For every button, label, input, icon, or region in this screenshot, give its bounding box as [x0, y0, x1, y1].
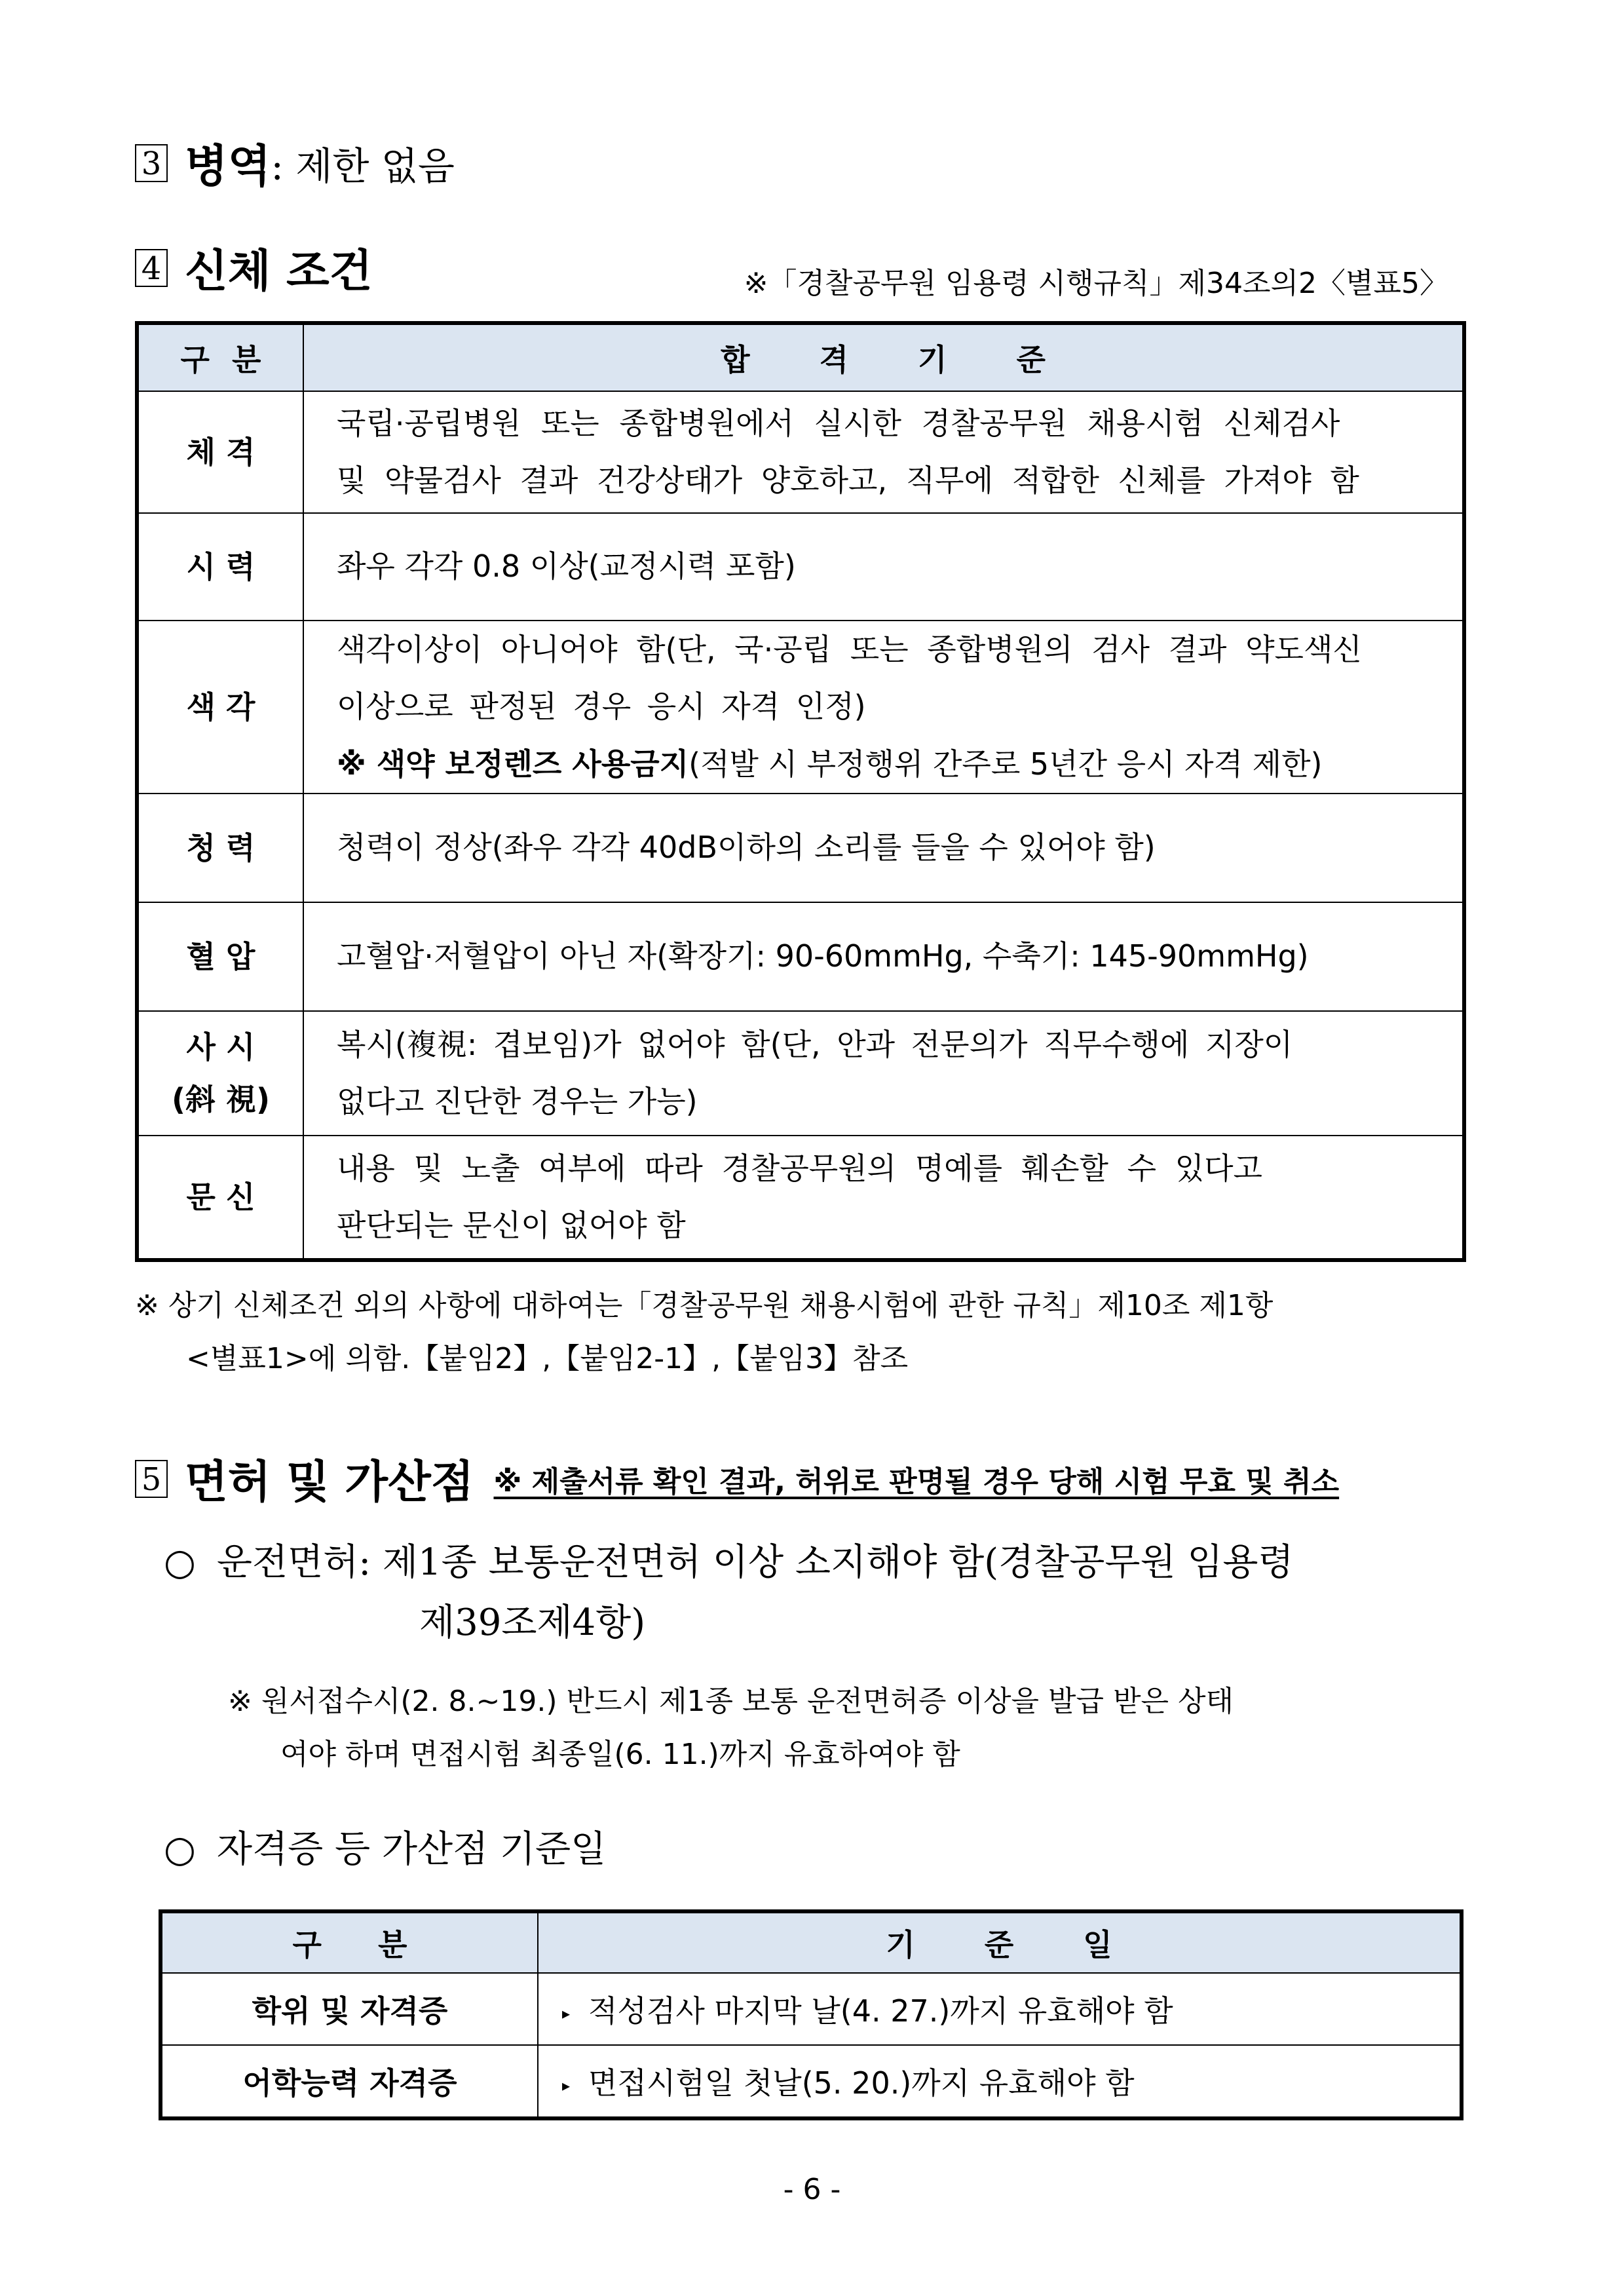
criteria-line: 이상으로 판정된 경우 응시 자격 인정): [337, 689, 866, 725]
criteria-note-text: (적발 시 부정행위 간주로 5년간 응시 자격 제한): [689, 746, 1323, 782]
physical-requirements-table: [138, 324, 1463, 1259]
section-5-notice: ※ 제출서류 확인 결과, 허위로 판명될 경우 당해 시험 무효 및 취소: [493, 1464, 1340, 1499]
column-header-category: 구 분: [162, 1913, 538, 1973]
row-category: 체 격: [138, 391, 303, 513]
table-header-row: [138, 324, 1463, 391]
table-header-row: [162, 1913, 1460, 1973]
criteria-line: 및 약물검사 결과 건강상태가 양호하고, 직무에 적합한 신체를 가져야 함: [337, 463, 1359, 498]
criteria-line: 색각이상이 아니어야 함(단, 국·공립 또는 종합병원의 검사 결과 약도색신: [337, 632, 1362, 667]
row-category: 청 력: [138, 794, 303, 902]
table-row: [138, 902, 1463, 1011]
section-number: 3: [135, 144, 168, 182]
license-requirement-cont: 제39조제4항): [419, 1601, 646, 1644]
bonus-title-text: 자격증 등 가산점 기준일: [216, 1828, 607, 1871]
criteria-line: 복시(複視: 겹보임)가 없어야 함(단, 안과 전문의가 직무수행에 지장이: [337, 1026, 1293, 1062]
row-category: 학위 및 자격증: [162, 1973, 538, 2045]
section-number: 5: [135, 1460, 168, 1498]
bonus-title: [164, 1820, 606, 1873]
row-criteria: [538, 2045, 1460, 2117]
row-category: 어학능력 자격증: [162, 2045, 538, 2117]
criteria-line: 좌우 각각 0.8 이상(교정시력 포함): [337, 548, 796, 584]
row-criteria: [303, 794, 1463, 902]
row-criteria: [303, 391, 1463, 513]
triangle-bullet-icon: ▸: [562, 2004, 571, 2023]
criteria-text: 면접시험일 첫날(5. 20.)까지 유효해야 함: [588, 2065, 1135, 2101]
bonus-date-table: [161, 1912, 1461, 2118]
row-category-line: 사 시: [186, 1029, 255, 1065]
column-header-criteria: 합 격 기 준: [303, 324, 1463, 391]
section-number: 4: [135, 249, 168, 287]
criteria-line: 고혈압·저혈압이 아닌 자(확장기: 90-60mmHg, 수축기: 145-90mmHg): [337, 938, 1309, 974]
criteria-line: 내용 및 노출 여부에 따라 경찰공무원의 명예를 훼손할 수 있다고: [337, 1150, 1262, 1186]
section-title: 신체 조건: [185, 246, 373, 297]
criteria-line: 없다고 진단한 경우는 가능): [337, 1084, 698, 1120]
row-category: 문 신: [138, 1136, 303, 1259]
table-row: [138, 513, 1463, 621]
row-category-line: (斜 視): [171, 1082, 271, 1118]
license-strong: 운전면허: 제1종 보통운전면허 이상: [216, 1541, 784, 1584]
criteria-text: 적성검사 마지막 날(4. 27.)까지 유효해야 함: [588, 1993, 1173, 2029]
table-row: [138, 794, 1463, 902]
section-4-footnote: [135, 1279, 1273, 1386]
row-category: 시 력: [138, 513, 303, 621]
section-5-heading: [135, 1447, 1339, 1510]
row-criteria: [303, 1011, 1463, 1136]
footnote-line: <별표1>에 의함.【붙임2】,【붙임2-1】,【붙임3】참조: [186, 1342, 909, 1376]
license-rest: 소지해야 함(경찰공무원 임용령: [784, 1541, 1294, 1584]
section-3-heading: [135, 131, 455, 195]
section-title: 면허 및 가산점: [185, 1457, 474, 1508]
table-row: [162, 1973, 1460, 2045]
column-header-category: 구 분: [138, 324, 303, 391]
table-row: [138, 391, 1463, 513]
table-row: [162, 2045, 1460, 2117]
criteria-line: 판단되는 문신이 없어야 함: [337, 1208, 686, 1244]
section-text: : 제한 없음: [271, 144, 455, 189]
criteria-note-bold: ※ 색약 보정렌즈 사용금지: [337, 746, 689, 782]
note-line: ※ 원서접수시(2. 8.~19.) 반드시 제1종 보통 운전면허증 이상을 발급 받은 상태: [228, 1685, 1234, 1718]
bullet-icon: ○: [164, 1541, 196, 1584]
section-4-heading: [135, 236, 372, 299]
column-header-date: 기 준 일: [538, 1913, 1460, 1973]
criteria-line: 청력이 정상(좌우 각각 40dB이하의 소리를 들을 수 있어야 함): [337, 830, 1156, 866]
row-criteria: [303, 513, 1463, 621]
row-criteria: [303, 902, 1463, 1011]
license-note: [228, 1675, 1234, 1782]
row-category: 색 각: [138, 621, 303, 794]
table-row: [138, 1136, 1463, 1259]
license-requirement: [164, 1533, 1294, 1586]
criteria-line: 국립·공립병원 또는 종합병원에서 실시한 경찰공무원 채용시험 신체검사: [337, 405, 1340, 441]
table-row: [138, 621, 1463, 794]
section-4-reference: ※「경찰공무원 임용령 시행규칙」제34조의2〈별표5〉: [744, 267, 1448, 300]
triangle-bullet-icon: ▸: [562, 2076, 571, 2095]
page-number: - 6 -: [783, 2173, 841, 2206]
section-title: 병역: [185, 141, 271, 193]
row-criteria: [303, 621, 1463, 794]
row-criteria: [538, 1973, 1460, 2045]
row-criteria: [303, 1136, 1463, 1259]
bullet-icon: ○: [164, 1828, 196, 1871]
criteria-note: [337, 736, 1448, 793]
table-row: [138, 1011, 1463, 1136]
row-category: [138, 1011, 303, 1136]
footnote-line: ※ 상기 신체조건 외의 사항에 대하여는「경찰공무원 채용시험에 관한 규칙」제10조 제1항: [135, 1289, 1274, 1322]
note-line: 여야 하며 면접시험 최종일(6. 11.)까지 유효하여야 함: [280, 1738, 960, 1772]
row-category: 혈 압: [138, 902, 303, 1011]
